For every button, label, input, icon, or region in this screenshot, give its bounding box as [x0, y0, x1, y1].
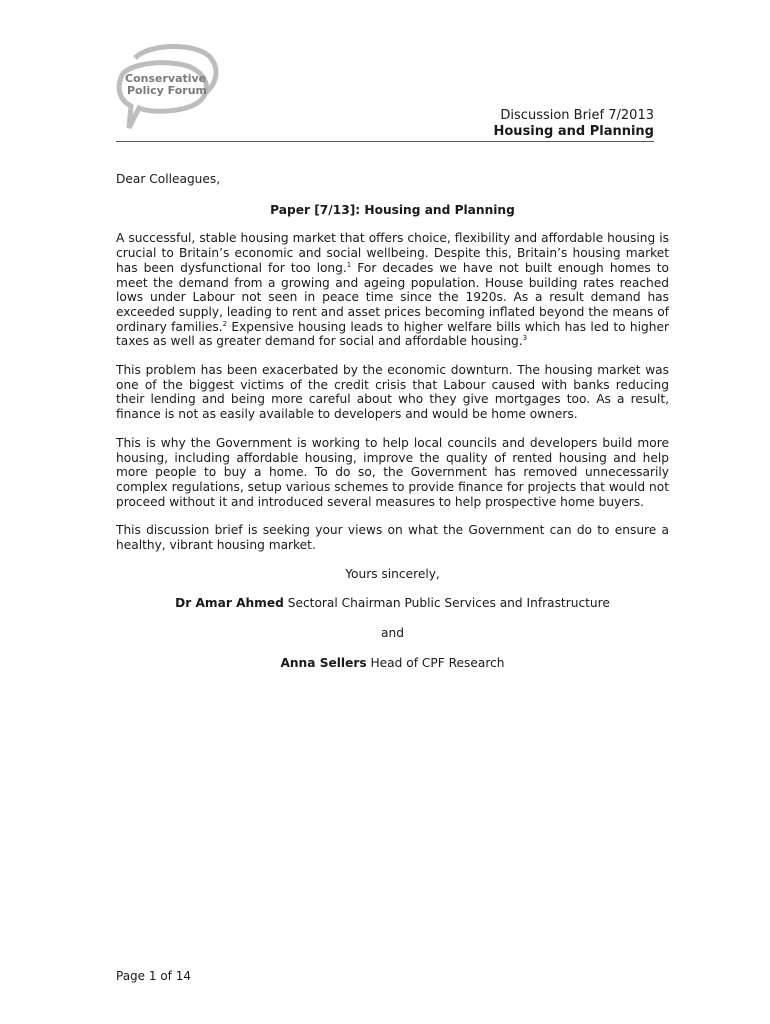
- brief-number: Discussion Brief 7/2013: [500, 108, 654, 123]
- page-number: Page 1 of 14: [116, 969, 191, 983]
- cpf-logo: [113, 42, 223, 134]
- p1-text-1: A successful, stable housing market that offers choice, flexibility and affordable housing is crucial to Britain’s economic and social wellbeing. Despite this, Britain’s housing market has been dysfunctional for too long.: [116, 231, 669, 275]
- document-header: [494, 108, 655, 140]
- signatory-1-role: Sectoral Chairman Public Services and Infrastructure: [283, 596, 610, 611]
- signatory-2: [116, 656, 669, 671]
- paragraph-3: This is why the Government is working to help local councils and developers build more housing, including affordable housing, improve the quality of rented housing and help more people to buy a home. To do so, the Government has removed unnecessarily complex regulations, setup various schemes to provide finance for projects that would not proceed without it and introduced several measures to help prospective home buyers.: [116, 435, 669, 509]
- logo-line-1: Conservative: [125, 72, 207, 85]
- brief-subtitle: Housing and Planning: [493, 124, 654, 139]
- signatory-1-name: Dr Amar Ahmed: [175, 596, 284, 611]
- footnote-ref-3[interactable]: 3: [522, 334, 528, 343]
- paper-title: Paper [7/13]: Housing and Planning: [270, 202, 515, 217]
- and-separator: and: [381, 626, 404, 641]
- closing: Yours sincerely,: [345, 566, 440, 581]
- signatory-2-name: Anna Sellers: [280, 655, 367, 670]
- footnote-ref-1[interactable]: 1: [346, 260, 352, 269]
- signatory-2-role: Head of CPF Research: [366, 655, 505, 670]
- logo-line-2: Policy Forum: [127, 84, 208, 97]
- paragraph-4: This discussion brief is seeking your views on what the Government can do to ensure a healthy, vibrant housing market.: [116, 523, 669, 553]
- speech-bubbles-icon: [113, 42, 223, 134]
- footnote-ref-2[interactable]: 2: [222, 319, 228, 328]
- header-divider: [116, 141, 654, 142]
- p1-text-3: Expensive housing leads to higher welfare bills which has led to higher taxes as well as greater demand for social and affordable housing.: [116, 319, 669, 349]
- paragraph-1: [116, 231, 669, 349]
- greeting: Dear Colleagues,: [116, 172, 221, 186]
- paragraph-2: This problem has been exacerbated by the economic downturn. The housing market was one of the biggest victims of the credit crisis that Labour caused with banks reducing their lending and being more careful about who they give mortgages too. As a result, finance is not as easily available to developers and would be home owners.: [116, 363, 669, 422]
- letter-body: [116, 172, 669, 686]
- signatory-1: [116, 596, 669, 611]
- p1-text-2: For decades we have not built enough homes to meet the demand from a growing and ageing population. House building rates reached lows under Labour not seen in peace time since the 1920s. As a result demand has exceeded supply, leading to rent and asset prices becoming inflated beyond the means of ordinary families.: [116, 260, 669, 334]
